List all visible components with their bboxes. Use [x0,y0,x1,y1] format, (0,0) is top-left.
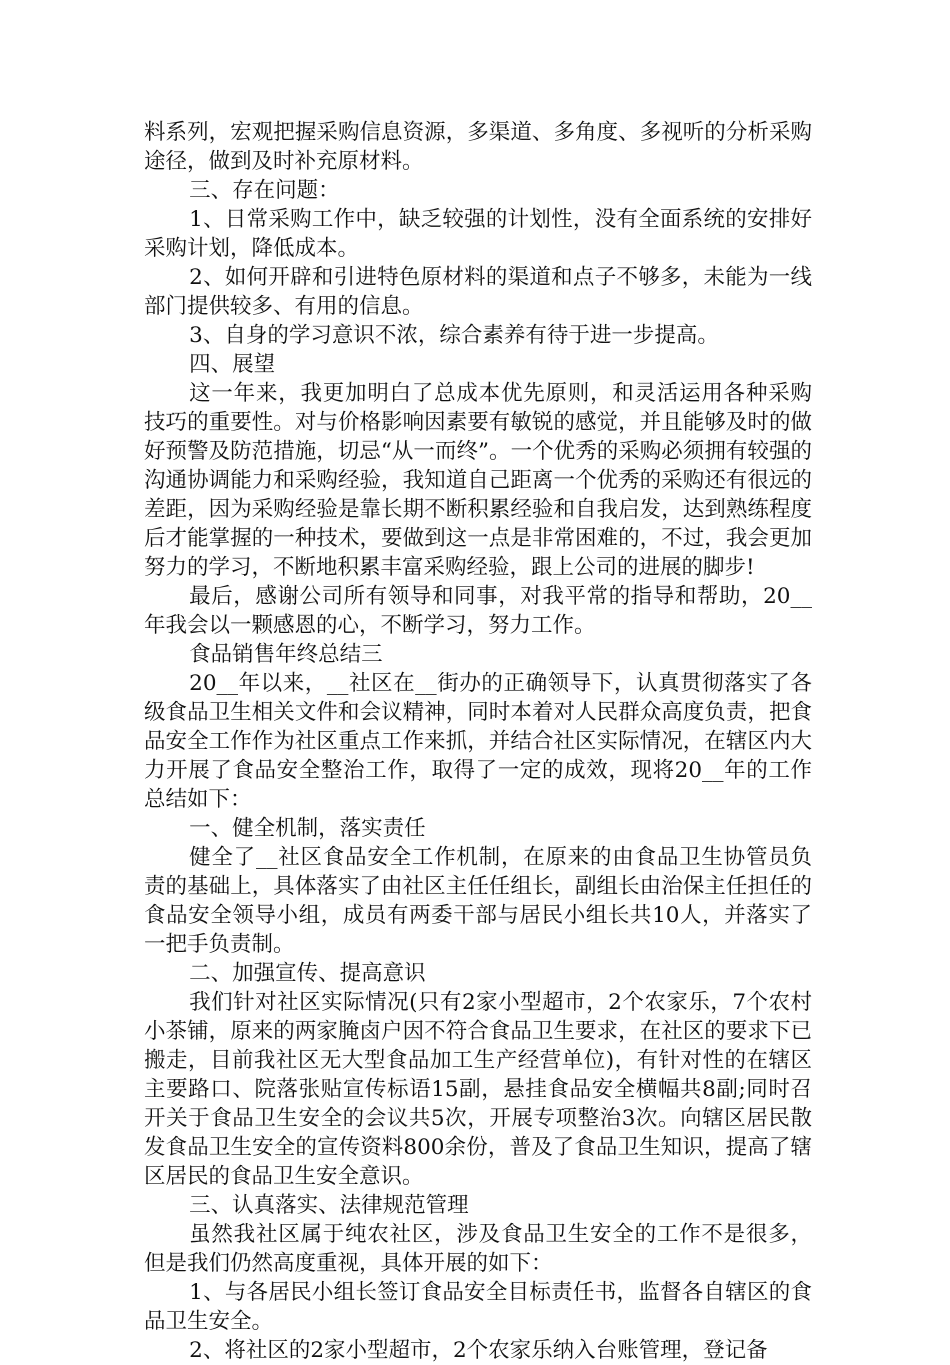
paragraph: 虽然我社区属于纯农社区，涉及食品卫生安全的工作不是很多，但是我们仍然高度重视，具体开展的如下： [144,1222,812,1276]
list-item: 2、如何开辟和引进特色原材料的渠道和点子不够多，未能为一线部门提供较多、有用的信息。 [144,265,812,319]
paragraph: 最后，感谢公司所有领导和同事，对我平常的指导和帮助，20__年我会以一颗感恩的心，不断学习，努力工作。 [144,584,812,638]
paragraph: 20__年以来，__社区在__街办的正确领导下，认真贯彻落实了各级食品卫生相关文件和会议精神，同时本着对人民群众高度负责，把食品安全工作作为社区重点工作来抓，并结合社区实际情况，在辖区内大力开展了食品安全整治工作，取得了一定的成效，现将20__年的工作总结如下： [144,671,812,812]
section-heading-problems: 三、存在问题： [189,178,340,203]
list-item: 3、自身的学习意识不浓，综合素养有待于进一步提高。 [189,323,719,348]
paragraph: 这一年来，我更加明白了总成本优先原则，和灵活运用各种采购技巧的重要性。对与价格影响因素要有敏锐的感觉，并且能够及时的做好预警及防范措施，切忌“从一而终”。一个优秀的采购必须拥有较强的沟通协调能力和采购经验，我知道自己距离一个优秀的采购还有很远的差距，因为采购经验是靠长期不断积累经验和自我启发，达到熟练程度后才能掌握的一种技术，要做到这一点是非常困难的，不过，我会更加努力的学习，不断地积累丰富采购经验，跟上公司的进展的脚步! [144,381,812,580]
section-heading-outlook: 四、展望 [189,352,276,377]
section-heading: 三、认真落实、法律规范管理 [189,1193,469,1218]
paragraph: 我们针对社区实际情况(只有2家小型超市，2个农家乐，7个农村小茶铺，原来的两家腌卤户因不符合食品卫生要求，在社区的要求下已搬走，目前我社区无大型食品加工生产经营单位)，有针对性的在辖区主要路口、院落张贴宣传标语15副，悬挂食品安全横幅共8副;同时召开关于食品卫生安全的会议共5次，开展专项整治3次。向辖区居民散发食品卫生安全的宣传资料800余份，普及了食品卫生知识，提高了辖区居民的食品卫生安全意识。 [144,990,812,1189]
list-item: 1、日常采购工作中，缺乏较强的计划性，没有全面系统的安排好采购计划，降低成本。 [144,207,812,261]
paragraph: 健全了__社区食品安全工作机制，在原来的由食品卫生协管员负责的基础上，具体落实了由社区主任任组长，副组长由治保主任担任的食品安全领导小组，成员有两委干部与居民小组长共10人，并落实了一把手负责制。 [144,845,812,957]
document-subtitle: 食品销售年终总结三 [189,642,383,667]
paragraph-continuation: 料系列，宏观把握采购信息资源，多渠道、多角度、多视听的分析采购途径，做到及时补充原材料。 [144,120,812,174]
document-body [144,118,812,1365]
section-heading: 二、加强宣传、提高意识 [189,961,426,986]
list-item: 2、将社区的2家小型超市，2个农家乐纳入台账管理，登记备 [189,1338,768,1363]
section-heading: 一、健全机制，落实责任 [189,816,426,841]
list-item: 1、与各居民小组长签订食品安全目标责任书，监督各自辖区的食品卫生安全。 [144,1280,812,1334]
